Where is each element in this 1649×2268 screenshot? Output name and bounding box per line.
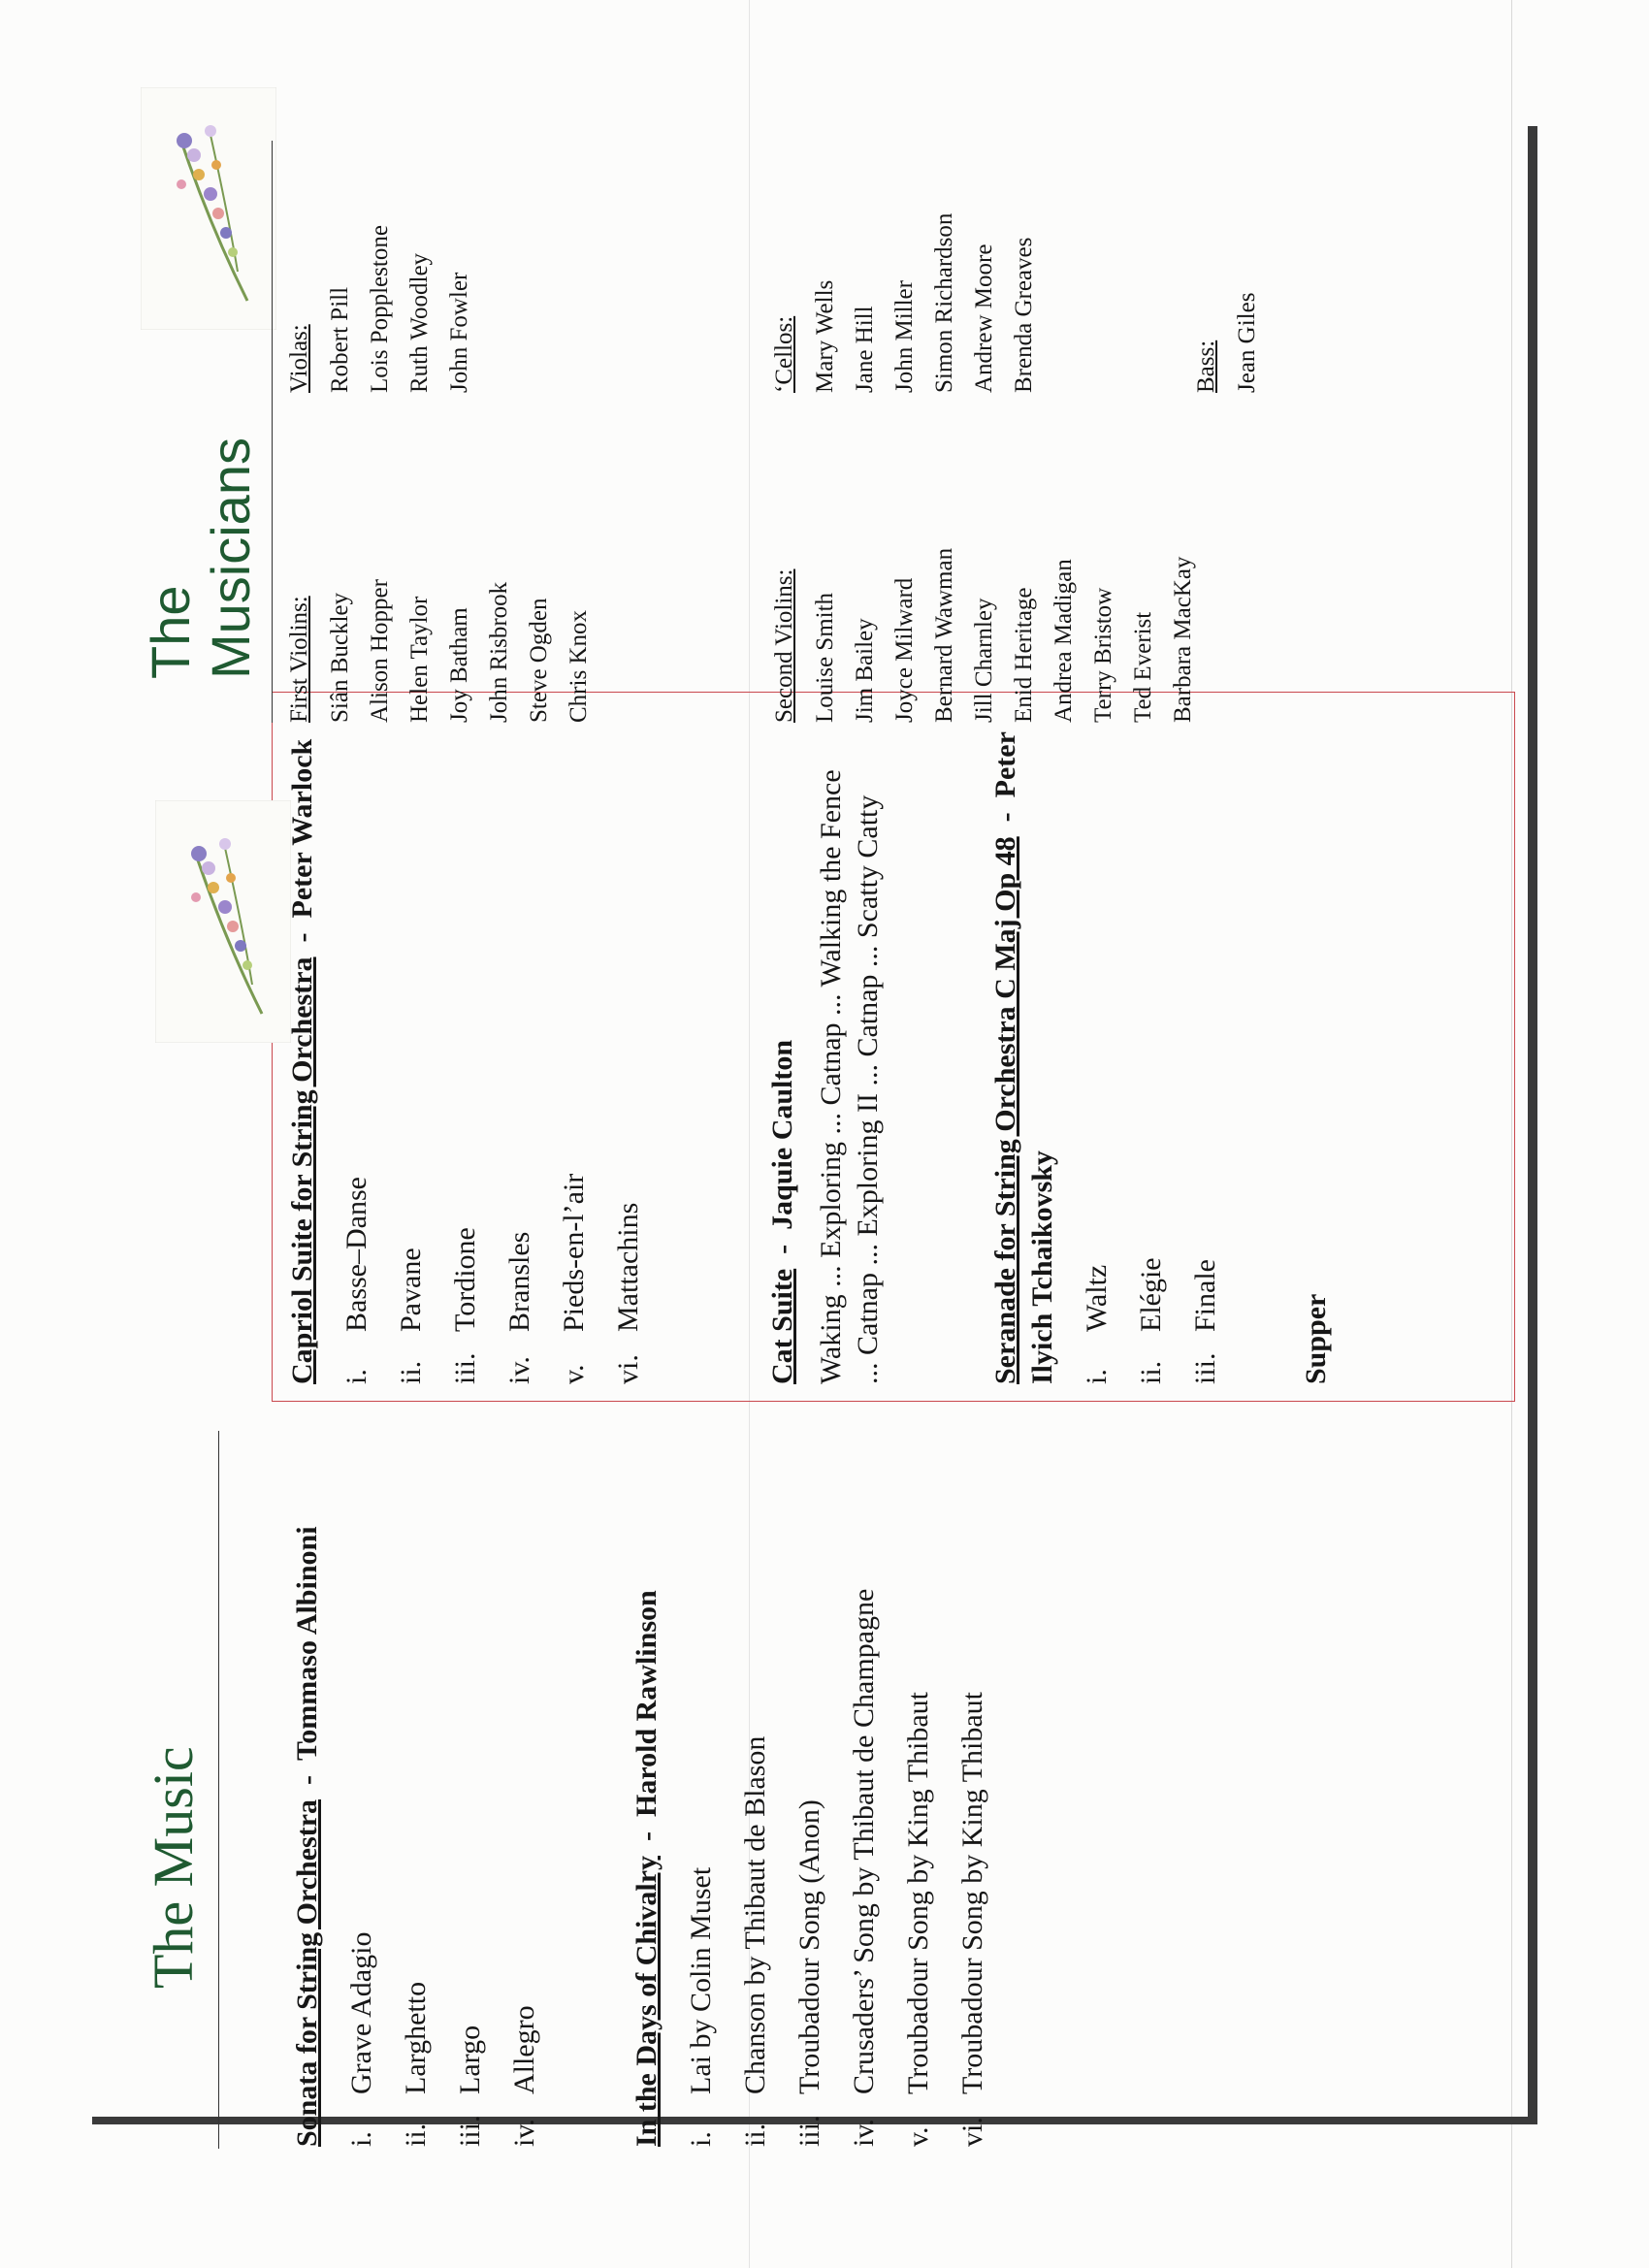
movement-name: Crusaders’ Song by Thibaut de Champagne bbox=[848, 1588, 880, 2094]
musician-name: John Fowler bbox=[446, 272, 472, 393]
movement-name: Pavane bbox=[395, 1247, 427, 1332]
musician-name: Mary Wells bbox=[812, 279, 838, 393]
movement-item bbox=[503, 705, 536, 1384]
movement-item bbox=[739, 1400, 772, 2147]
cat-movements-line1: Waking ... Exploring ... Catnap ... Walking the Fence bbox=[815, 769, 847, 1384]
second-violins-section bbox=[771, 548, 1210, 723]
violas-section bbox=[286, 225, 486, 393]
serenade-block: Seranade for String Orchestra C Maj Op 48 - Peter Ilyich Tchaikovsky i. Waltz ii. Elégie iii. Finale bbox=[989, 705, 1222, 1384]
movement-item bbox=[345, 1409, 378, 2147]
musician-name: Siân Buckley bbox=[327, 592, 353, 723]
movement-item bbox=[685, 1400, 718, 2147]
sonata-composer: Tommaso Albinoni bbox=[291, 1526, 323, 1761]
musician-name: John Risbrook bbox=[486, 581, 512, 723]
movement-name: Largo bbox=[454, 2025, 486, 2094]
movement-number: ii. bbox=[395, 1360, 427, 1384]
musician-name: Jean Giles bbox=[1234, 292, 1260, 393]
serenade-movements bbox=[1081, 705, 1222, 1384]
musician-name: Alison Hopper bbox=[367, 579, 393, 723]
movement-number: iv. bbox=[503, 1356, 535, 1384]
movement-number: i. bbox=[340, 1369, 372, 1384]
movement-item bbox=[1135, 705, 1168, 1384]
movement-number: ii. bbox=[400, 2122, 432, 2147]
musician-name: Chris Knox bbox=[566, 610, 592, 723]
movement-number: ii. bbox=[1135, 1360, 1167, 1384]
chivalry-title: In the Days of Chivalry bbox=[630, 1855, 663, 2147]
movement-item bbox=[449, 705, 482, 1384]
movement-name: Troubadour Song (Anon) bbox=[793, 1799, 825, 2094]
movement-item bbox=[902, 1400, 935, 2147]
movement-name: Elégie bbox=[1135, 1257, 1167, 1332]
musician-name: Jane Hill bbox=[852, 306, 878, 393]
second-violins-names bbox=[812, 548, 1197, 723]
bass-section bbox=[1193, 293, 1274, 393]
musician-name: Bernard Wawman bbox=[931, 547, 957, 723]
music-panel bbox=[87, 1402, 1552, 2158]
movement-item bbox=[1189, 705, 1222, 1384]
musician-name: Joy Batham bbox=[446, 607, 472, 723]
cellos-names bbox=[812, 213, 1038, 393]
heading-rule bbox=[272, 141, 273, 723]
movement-item bbox=[956, 1400, 989, 2147]
movement-number: iii. bbox=[1189, 1352, 1221, 1384]
bass-names bbox=[1234, 293, 1261, 393]
sonata-movements bbox=[345, 1409, 541, 2147]
movement-item bbox=[558, 705, 591, 1384]
music-heading: The Music bbox=[142, 1746, 205, 1989]
movement-name: Larghetto bbox=[400, 1981, 432, 2094]
movement-name: Allegro bbox=[508, 2005, 540, 2094]
movement-number: vi. bbox=[612, 1354, 644, 1384]
movement-item bbox=[612, 705, 645, 1384]
musicians-heading-line2: Musicians bbox=[200, 437, 261, 679]
movement-item bbox=[395, 705, 428, 1384]
cat-title: Cat Suite bbox=[766, 1268, 798, 1384]
musician-name: Barbara MacKay bbox=[1170, 556, 1196, 723]
movement-item bbox=[340, 705, 373, 1384]
cellos-label: ‘Cellos: bbox=[771, 315, 797, 393]
musician-name: Ted Everist bbox=[1130, 611, 1156, 723]
serenade-title: Seranade for String Orchestra C Maj Op 48 bbox=[989, 836, 1021, 1384]
movement-number: iii. bbox=[454, 2115, 486, 2147]
chivalry-block: In the Days of Chivalry - Harold Rawlinson i. Lai by Colin Muset ii. Chanson by Thibaut de Blason iii. Troubadour Song (Anon) iv. Crusaders’ Song by Thibaut de Champagne v. Troubadour Song by King Thibaut vi. Troubadour Song by King Thibaut bbox=[630, 1400, 989, 2147]
musician-name: Joyce Milward bbox=[891, 577, 918, 723]
movement-item bbox=[508, 1409, 541, 2147]
capriol-title: Capriol Suite for String Orchestra bbox=[286, 956, 318, 1384]
musician-name: Brenda Greaves bbox=[1011, 237, 1037, 393]
serenade-composer-cont: Ilyich Tchaikovsky bbox=[1026, 1150, 1058, 1384]
musician-name: Simon Richardson bbox=[931, 212, 957, 393]
chivalry-movements bbox=[685, 1400, 989, 2147]
movement-number: i. bbox=[1081, 1369, 1113, 1384]
cat-composer: Jaquie Caulton bbox=[766, 1039, 798, 1230]
movement-number: v. bbox=[902, 2126, 934, 2147]
capriol-composer: Peter Warlock bbox=[286, 738, 318, 919]
sonata-block: Sonata for String Orchestra - Tommaso Albinoni i. Grave Adagio ii. Larghetto iii. Largo iv. Allegro bbox=[291, 1409, 541, 2147]
chivalry-composer: Harold Rawlinson bbox=[630, 1590, 663, 1817]
movement-number: vi. bbox=[956, 2117, 988, 2147]
movement-item bbox=[848, 1400, 881, 2147]
first-violins-section bbox=[286, 579, 605, 723]
movement-item bbox=[454, 1409, 487, 2147]
movement-item bbox=[793, 1400, 826, 2147]
bass-label: Bass: bbox=[1193, 340, 1219, 393]
musician-name: Steve Ogden bbox=[526, 598, 552, 723]
serenade-composer: Peter bbox=[989, 731, 1021, 798]
musician-name: Ruth Woodley bbox=[406, 252, 433, 393]
first-violins-label: First Violins: bbox=[286, 596, 312, 723]
movement-name: Tordione bbox=[449, 1227, 481, 1332]
musicians-heading bbox=[141, 437, 261, 679]
musician-name: Robert Pill bbox=[327, 286, 353, 393]
movement-name: Grave Adagio bbox=[345, 1931, 377, 2094]
musician-name: Louise Smith bbox=[812, 592, 838, 723]
musician-name: Terry Bristow bbox=[1090, 587, 1116, 723]
movement-name: Chanson by Thibaut de Blason bbox=[739, 1735, 771, 2094]
movement-name: Basse–Danse bbox=[340, 1177, 372, 1332]
musician-name: Lois Popplestone bbox=[367, 225, 393, 393]
movement-name: Troubadour Song by King Thibaut bbox=[902, 1691, 934, 2094]
capriol-movements bbox=[340, 705, 645, 1384]
concert-programme bbox=[87, 141, 1552, 2158]
movement-number: ii. bbox=[739, 2122, 771, 2147]
movement-name: Lai by Colin Muset bbox=[685, 1866, 717, 2094]
movement-number: iv. bbox=[848, 2119, 880, 2147]
musician-name: Helen Taylor bbox=[406, 596, 433, 723]
movement-name: Waltz bbox=[1081, 1264, 1113, 1332]
musician-name: John Miller bbox=[891, 280, 918, 393]
movement-number: v. bbox=[558, 1364, 590, 1384]
second-violins-label: Second Violins: bbox=[771, 568, 797, 723]
violas-names bbox=[327, 225, 473, 393]
movement-number: i. bbox=[685, 2131, 717, 2147]
cellos-section bbox=[771, 213, 1051, 393]
violas-label: Violas: bbox=[286, 324, 312, 393]
musician-name: Andrea Madigan bbox=[1051, 559, 1077, 723]
movement-number: iii. bbox=[449, 1352, 481, 1384]
movement-item bbox=[1081, 705, 1114, 1384]
musicians-panel bbox=[87, 141, 1552, 732]
musician-name: Jim Bailey bbox=[852, 618, 878, 723]
capriol-block: Capriol Suite for String Orchestra - Peter Warlock i. Basse–Danse ii. Pavane iii. Tordione iv. Bransles v. Pieds-en-l’air vi. Mattachins bbox=[286, 705, 645, 1384]
musician-name: Andrew Moore bbox=[971, 243, 997, 393]
musician-name: Enid Heritage bbox=[1011, 587, 1037, 723]
movement-number: iii. bbox=[793, 2115, 825, 2147]
programme-panel bbox=[87, 732, 1552, 1402]
movement-number: i. bbox=[345, 2131, 377, 2147]
sonata-title: Sonata for String Orchestra bbox=[291, 1798, 323, 2147]
movement-name: Troubadour Song by King Thibaut bbox=[956, 1691, 988, 2094]
first-violins-names bbox=[327, 579, 593, 723]
supper-label: Supper bbox=[1300, 1293, 1332, 1384]
movement-number: iv. bbox=[508, 2119, 540, 2147]
musicians-heading-line1: The bbox=[140, 585, 201, 679]
cat-movements-line2: ... Catnap ... Exploring II ... Catnap ... Scatty Catty bbox=[852, 794, 884, 1384]
movement-name: Bransles bbox=[503, 1231, 535, 1332]
musician-name: Jill Charnley bbox=[971, 598, 997, 723]
cat-suite-block: Cat Suite - Jaquie Caulton Waking ... Exploring ... Catnap ... Walking the Fence ... Catnap ... Exploring II ... Catnap ... Scatty Catty bbox=[766, 705, 885, 1384]
movement-name: Finale bbox=[1189, 1259, 1221, 1332]
heading-rule bbox=[218, 1431, 219, 2149]
movement-item bbox=[400, 1409, 433, 2147]
movement-name: Pieds-en-l’air bbox=[558, 1173, 590, 1332]
movement-name: Mattachins bbox=[612, 1202, 644, 1332]
